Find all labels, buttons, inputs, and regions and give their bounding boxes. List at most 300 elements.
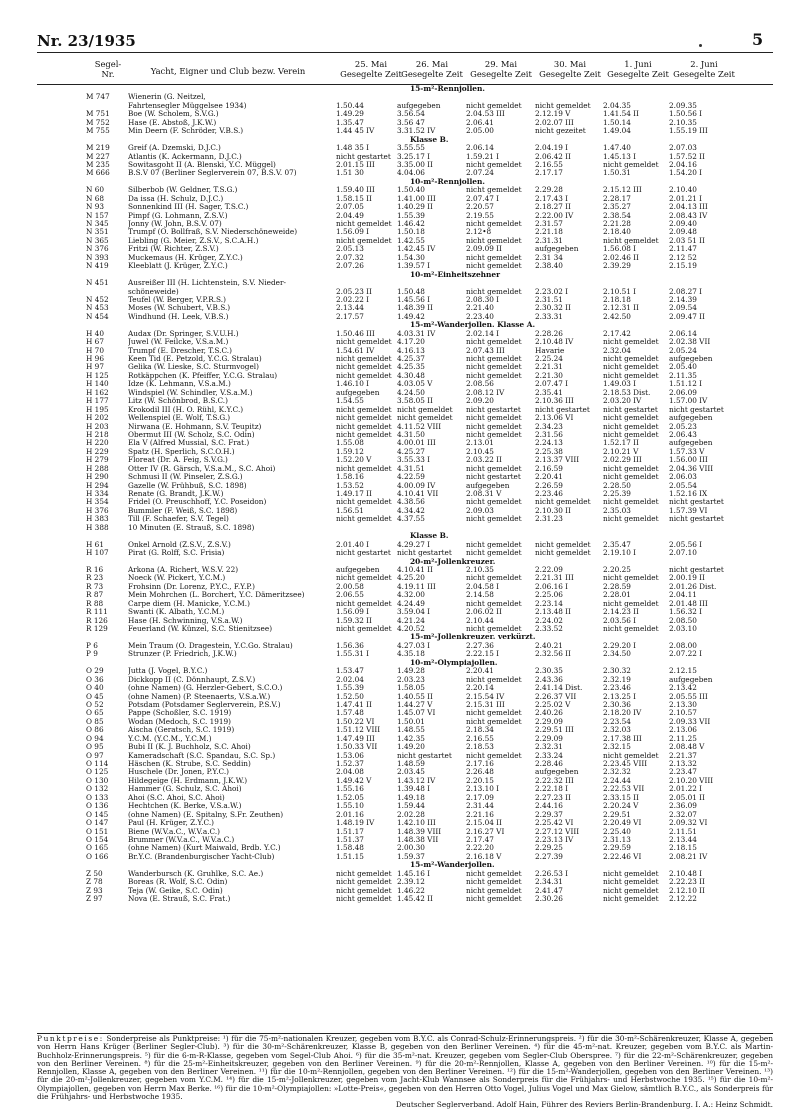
table-row [0, 549, 799, 557]
sailed-time: 2.02.14 I [466, 329, 500, 338]
sail-number: N 157 [86, 211, 109, 220]
sailed-time: 1.57.48 [336, 709, 364, 718]
sailed-time: 2.23.02 I [535, 287, 569, 296]
table-row [0, 752, 799, 760]
sailed-time: 2.12.22 [669, 895, 697, 903]
sail-number: H 97 [86, 363, 104, 372]
table-row [0, 473, 799, 481]
sailed-time: 2.24.02 [535, 616, 563, 625]
sailed-time: 2.04.11 [669, 591, 697, 600]
table-row [0, 498, 799, 506]
sailed-time: nicht gemeldet [466, 751, 522, 760]
sailed-time: 2.07.05 [336, 203, 364, 212]
sailed-time: 4.17.20 [397, 338, 425, 347]
yacht-owner-club: Potsdam (Potsdamer Seglerverein, P.S.V.) [128, 700, 281, 709]
table-row [0, 380, 799, 388]
sailed-time: 2.33.24 [535, 751, 563, 760]
sail-number: O 45 [86, 692, 104, 701]
sailed-time: 2.36.09 [669, 802, 697, 811]
table-row [0, 153, 799, 161]
sail-number: O 94 [86, 734, 104, 743]
yacht-owner-club: Boreas (R. Wolf, S.C. Odin) [128, 878, 228, 887]
sailed-time: 2.24.44 [603, 776, 631, 785]
sailed-time: 2.10.48 I [669, 869, 703, 878]
sailed-time: 1.59.37 [397, 852, 425, 861]
table-row [0, 262, 799, 270]
sailed-time: nicht gemeldet [603, 236, 659, 245]
sail-number: H 388 [86, 523, 109, 532]
sailed-time: 2.14.23 II [603, 608, 639, 617]
sailed-time: 2.16.27 VI [466, 827, 505, 836]
sailed-time: nicht gemeldet [466, 220, 522, 228]
sailed-time: 3.56.54 [397, 110, 425, 119]
sail-number: H 195 [86, 405, 109, 414]
sailed-time: 2.17.16 [466, 760, 494, 768]
sailed-time: nicht gemeldet [336, 363, 392, 372]
sailed-time: nicht gestartet [669, 565, 724, 574]
yacht-owner-club: (ohne Namen) (Kurt Maiwald, Brdb. Y.C.) [128, 844, 281, 853]
sailed-time: nicht gemeldet [466, 625, 522, 633]
table-row [0, 870, 799, 878]
sailed-time: 2.13.42 [669, 684, 697, 693]
table-row [0, 583, 799, 591]
sailed-time: 1.48.19 IV [336, 819, 375, 828]
sail-number: H 294 [86, 481, 109, 490]
sailed-time: 1.50.46 III [336, 329, 375, 338]
sail-number: R 126 [86, 616, 108, 625]
print-mark [699, 44, 702, 47]
sail-number: R 88 [86, 599, 104, 608]
sailed-time: 3.58.05 II [397, 397, 433, 406]
sailed-time: 2.06.43 [669, 430, 697, 439]
sailed-time: 2.05.01 II [669, 793, 705, 802]
table-row [0, 355, 799, 363]
sail-number: M 227 [86, 152, 110, 161]
sailed-time: 4.22.59 [397, 473, 425, 482]
sailed-time: 1.48.55 [397, 726, 425, 735]
sailed-time: 2.10.48 IV [535, 338, 574, 347]
sailed-time: 2.01.21 I [669, 194, 703, 203]
sailed-time: 2.31.31 [535, 236, 563, 245]
sail-number: H 288 [86, 464, 109, 473]
sailed-time: 2.25.39 [603, 490, 631, 498]
sailed-time: 2.22.15 I [466, 650, 500, 659]
table-row [0, 768, 799, 776]
table-row [0, 743, 799, 751]
sail-number: M 752 [86, 118, 110, 127]
column-header-date: 29. Mai [484, 59, 518, 69]
sailed-time: 1.48.39 VIII [397, 827, 442, 836]
sailed-time: 2.06.41 [466, 118, 494, 127]
sail-number: O 86 [86, 726, 104, 735]
sailed-time: nicht gemeldet [466, 895, 522, 903]
sailed-time: 2.21.40 [466, 304, 494, 313]
sailed-time: nicht gemeldet [603, 869, 659, 878]
sailed-time: 2.18.34 [466, 726, 494, 735]
sailed-time: nicht gemeldet [603, 886, 659, 895]
sailed-time: 2.29.25 [535, 844, 563, 853]
table-row [0, 566, 799, 574]
sailed-time: nicht gemeldet [603, 464, 659, 473]
sail-number: O 136 [86, 802, 109, 811]
sailed-time: 1.42.55 [397, 236, 425, 245]
sailed-time: 2.29.51 [603, 810, 631, 819]
sailed-time: 1.51.15 [336, 852, 364, 861]
sailed-time: 2.25.06 [535, 591, 563, 600]
sailed-time: 1.56.08 I [603, 245, 637, 254]
table-row [0, 895, 799, 903]
yacht-owner-club: Arkona (A. Richert, W.S.V. 22) [128, 565, 239, 574]
yacht-owner-club: Wodan (Medoch, S.C. 1919) [128, 717, 232, 726]
sailed-time: 4.24.49 [397, 599, 425, 608]
sailed-time: 2.03.20 IV [603, 397, 642, 406]
sailed-time: nicht gemeldet [397, 405, 453, 414]
sailed-time: 1.47.41 II [336, 700, 372, 709]
yacht-owner-club: schöneweide) [128, 287, 179, 296]
sailed-time: 2.23.46 [535, 490, 563, 498]
table-row [0, 608, 799, 616]
sailed-time: 2.04.35 [603, 101, 631, 110]
sailed-time: 2.01.15 III [336, 160, 375, 169]
table-row [0, 431, 799, 439]
sail-number: O 52 [86, 700, 104, 709]
sailed-time: 2.17.43 I [535, 194, 569, 203]
yacht-owner-club: Hildegeige (H. Erdmann, J.K.W.) [128, 776, 248, 785]
sailed-time: 2.32.32 [603, 768, 631, 777]
section-title: Klasse B. [410, 134, 449, 144]
sailed-time: 2.14.58 [466, 591, 494, 600]
column-header-yacht: Yacht, Eigner und Club bezw. Verein [150, 66, 306, 76]
sail-number: N 93 [86, 203, 104, 212]
table-row [0, 465, 799, 473]
sailed-time: 2.11.25 [669, 734, 697, 743]
sailed-time: nicht gemeldet [466, 574, 522, 583]
sailed-time: nicht gemeldet [466, 599, 522, 608]
sailed-time: 2.19.10 I [603, 549, 637, 558]
sail-number: O 132 [86, 785, 109, 794]
table-row [0, 574, 799, 582]
column-header-date: 26. Mai [415, 59, 449, 69]
sailed-time: 3.59.04 I [397, 608, 431, 617]
yacht-owner-club: Wienerin (G. Neitzel, [128, 93, 206, 102]
sailed-time: 2.31.51 [535, 295, 563, 304]
sailed-time: 1.55.39 [336, 684, 364, 693]
table-row [0, 161, 799, 169]
sailed-time: 2.16.59 [535, 464, 563, 473]
sailed-time: 1.55.16 [336, 785, 364, 794]
sailed-time: 2.05.56 I [669, 540, 703, 549]
yacht-owner-club: Nirwana (E. Hohmann, S.V. Teupitz) [128, 422, 262, 431]
yacht-owner-club: (ohne Namen) (G. Herzler-Gebert, S.C.O.) [128, 684, 283, 693]
sailed-time: 1.55.08 [336, 439, 364, 448]
sailed-time: 2.07.03 [669, 144, 697, 153]
yacht-owner-club: Swanti (K. Albath, Y.C.M.) [128, 608, 225, 617]
sailed-time: 1.59.21 I [466, 152, 500, 161]
sailed-time: nicht gestartet [397, 549, 452, 558]
yacht-owner-club: (ohne Namen) (P. Steenaerts, V.S.a.W.) [128, 692, 271, 701]
sail-number: M 755 [86, 127, 110, 136]
yacht-owner-club: Biene (W.V.a.C., W.V.a.C.) [128, 827, 221, 836]
sailed-time: 4.04.06 [397, 169, 425, 178]
sailed-time: nicht gemeldet [466, 186, 522, 195]
sailed-time: 4.25.20 [397, 574, 425, 583]
sail-number: H 334 [86, 490, 109, 498]
sailed-time: 2.03 51 II [669, 236, 705, 245]
yacht-owner-club: Häschen (K. Strube, S.C. Seddin) [128, 760, 251, 768]
sailed-time: 2.18.53 Dist. [603, 388, 651, 397]
sailed-time: nicht gemeldet [336, 574, 392, 583]
sailed-time: 2.17.09 [466, 793, 494, 802]
sailed-time: nicht gemeldet [336, 355, 392, 363]
sailed-time: 3.31.52 IV [397, 127, 436, 136]
sailed-time: 2.20.49 VI [603, 819, 642, 828]
table-row [0, 186, 799, 194]
sailed-time: 2.13.10 I [466, 785, 500, 794]
sail-number: R 16 [86, 565, 104, 574]
table-row [0, 811, 799, 819]
sailed-time: 1.43.12 IV [397, 776, 436, 785]
sail-number: O 85 [86, 717, 104, 726]
table-row [0, 785, 799, 793]
sailed-time: aufgegeben [336, 388, 380, 397]
sailed-time: 2.20.15 [466, 776, 494, 785]
sailed-time: 1.48 35 I [336, 144, 370, 153]
sail-number: H 107 [86, 549, 109, 558]
sailed-time: 2.04.36 VIII [669, 464, 714, 473]
table-row [0, 642, 799, 650]
sailed-time: 2.27.39 [535, 852, 563, 861]
sailed-time: 2.13.44 [336, 304, 364, 313]
issue-number: Nr. 23/1935 [37, 32, 136, 50]
table-row [0, 490, 799, 498]
sailed-time: 2.03.10 [669, 625, 697, 633]
table-row [0, 456, 799, 464]
sail-number: H 202 [86, 414, 109, 423]
sailed-time: 1.45.42 II [397, 895, 433, 903]
yacht-owner-club: Dickkopp II (C. Dönnhaupt, Z.S.V.) [128, 675, 256, 684]
sailed-time: nicht gemeldet [336, 236, 392, 245]
table-row [0, 667, 799, 675]
sail-number: H 376 [86, 506, 109, 515]
sailed-time: 1.55.39 [397, 211, 425, 220]
yacht-owner-club: Fahrtensegler Müggelsee 1934) [128, 101, 247, 110]
yacht-owner-club: Hammer (G. Schulz, S.C. Ahoi) [128, 785, 242, 794]
table-row [0, 338, 799, 346]
sailed-time: 1.55.10 [336, 802, 364, 811]
sailed-time: 2.29.09 [535, 717, 563, 726]
sailed-time: nicht gezeitet [535, 127, 586, 136]
sailed-time: 2.17.57 [336, 312, 364, 321]
sailed-time: 1.48.59 [397, 760, 425, 768]
yacht-owner-club: Kameradschaft (S.C. Spandau, S.C. Sp.) [128, 751, 276, 760]
section-title: 15-m²-Jollenkreuzer. verkürzt. [410, 632, 536, 642]
sailed-time: 2.16.55 [466, 734, 494, 743]
sailed-time: 2.29.59 [603, 844, 631, 853]
sailed-time: nicht gemeldet [466, 101, 522, 110]
sailed-time: 2.07.10 [669, 549, 697, 558]
sailed-time: 1.49.18 [397, 793, 425, 802]
table-row [0, 684, 799, 692]
sailed-time: 2.05.23 [669, 422, 697, 431]
sailed-time: 2.06.14 [466, 144, 494, 153]
sailed-time: nicht gemeldet [466, 709, 522, 718]
sailed-time: 2.09.40 [669, 220, 697, 228]
sailed-time: 1.58.16 [336, 473, 364, 482]
table-row [0, 676, 799, 684]
sailed-time: 2.05.23 II [336, 287, 372, 296]
sailed-time: 4.00.01 III [397, 439, 436, 448]
sail-number: Z 50 [86, 869, 103, 878]
sailed-time: 2.05.00 [466, 127, 494, 136]
sailed-time: nicht gemeldet [336, 422, 392, 431]
sailed-time: nicht gemeldet [603, 371, 659, 380]
column-header-label: Gesegelte Zeit [673, 68, 735, 79]
yacht-owner-club: Otter IV (R. Gärsch, V.S.a.M., S.C. Ahoi) [128, 464, 276, 473]
sailed-time: 4.03.31 IV [397, 329, 436, 338]
sailed-time: 3.35.00 II [397, 160, 433, 169]
table-row [0, 448, 799, 456]
sailed-time: 2.22.53 VII [603, 785, 645, 794]
sailed-time: 2.35.03 [603, 506, 631, 515]
yacht-owner-club: Floreat (Dr. A. Feig, S.V.G.) [128, 456, 228, 465]
sailed-time: 2.30.26 [535, 895, 563, 903]
sail-number: N 393 [86, 253, 109, 262]
table-row [0, 203, 799, 211]
sailed-time: nicht gemeldet [336, 414, 392, 423]
table-row [0, 212, 799, 220]
sailed-time: 2.33.31 [535, 312, 563, 321]
sailed-time: nicht gemeldet [603, 422, 659, 431]
sailed-time: 1.49.42 [397, 312, 425, 321]
sail-number: R 111 [86, 608, 108, 617]
sailed-time: nicht gemeldet [535, 540, 591, 549]
sailed-time: 2.04.19 I [535, 144, 569, 153]
sailed-time: 2.09.09 II [466, 245, 502, 254]
sailed-time: 2.29.09 [535, 734, 563, 743]
sailed-time: 2.28.01 [603, 591, 631, 600]
sailed-time: 2.13.06 VI [535, 414, 574, 423]
sailed-time: 2.10.57 [669, 709, 697, 718]
sailed-time: 2.08.12 IV [466, 388, 505, 397]
sailed-time: 2.28.26 [535, 329, 563, 338]
sailed-time: nicht gemeldet [466, 287, 522, 296]
yacht-owner-club: Fridel (O. Preuschhoff, Y.C. Poseidon) [128, 498, 267, 507]
sail-number: O 40 [86, 684, 104, 693]
table-row [0, 726, 799, 734]
sailed-time: 2.35.27 [603, 203, 631, 212]
sailed-time: 1.54.20 I [669, 169, 703, 178]
sailed-time: 2.04.58 I [466, 582, 500, 591]
sailed-time: 1.50.01 [397, 717, 425, 726]
sailed-time: 2.27.36 [466, 641, 494, 650]
sailed-time: nicht gemeldet [603, 751, 659, 760]
yacht-owner-club: Hase (H. Schwinning, V.S.a.W.) [128, 616, 243, 625]
sailed-time: 2.29.51 III [535, 726, 574, 735]
sailed-time: 2.31 34 [535, 253, 563, 262]
sailed-time: 2.43.36 [535, 675, 563, 684]
sailed-time: 2.10.40 [669, 186, 697, 195]
sailed-time: 2.10.36 III [535, 397, 574, 406]
sail-number: N 452 [86, 295, 109, 304]
sailed-time: 2.21.28 [603, 220, 631, 228]
sail-number: R 87 [86, 591, 104, 600]
sailed-time: 2.22.00 IV [535, 211, 574, 220]
sailed-time: 1.40.29 II [397, 203, 433, 212]
sailed-time: 2.17.38 III [603, 734, 642, 743]
sail-number: O 165 [86, 844, 109, 853]
sailed-time: nicht gemeldet [336, 869, 392, 878]
sailed-time: 2.09.03 [466, 506, 494, 515]
sailed-time: 2.09.35 [669, 101, 697, 110]
sailed-time: 2.07.24 [466, 169, 494, 178]
sailed-time: 2.02.38 VII [669, 338, 711, 347]
sailed-time: 1.50.56 I [669, 110, 703, 119]
yacht-owner-club: Paul (H. Krüger, Z.Y.C.) [128, 819, 215, 828]
sailed-time: 2.30.32 II [535, 304, 571, 313]
sailed-time: 2.41.47 [535, 886, 563, 895]
sailed-time: 1.49.28 [397, 667, 425, 676]
yacht-owner-club: Teja (W. Geike, S.C. Odin) [128, 886, 223, 895]
yacht-owner-club: Audax (Dr. Springer, S.V.U.H.) [128, 329, 239, 338]
sailed-time: 1.42.45 IV [397, 245, 436, 254]
sailed-time: 1.50.44 [336, 101, 364, 110]
sailed-time: 2.20.57 [466, 203, 494, 212]
sailed-time: 2.04.53 III [466, 110, 505, 119]
sailed-time: 2.10.35 [669, 118, 697, 127]
section-title: 15-m²-Wanderjollen. Klasse A. [410, 320, 536, 330]
section-heading [0, 136, 799, 144]
column-header-day [603, 60, 673, 79]
yacht-owner-club: Feuerland (W. Künzel, S.C. Stienitzsee) [128, 625, 273, 633]
yacht-owner-club: Onkel Arnold (Z.S.V., Z.S.V.) [128, 540, 231, 549]
table-row [0, 617, 799, 625]
sailed-time: 2.35.41 [535, 388, 563, 397]
sailed-time: 2.23.14 [535, 599, 563, 608]
sailed-time: aufgegeben [336, 565, 380, 574]
sailed-time: 2.17.17 [535, 169, 563, 178]
footnote-text: Sonderpreise als Punktpreise: ¹) für die 75-m²-nationalen Kreuzer, gegeben vom B.Y.C. als Conrad-Schulz-Erinnerungspreis. ²) für die 30-m²-Schärenkreuzer, Klasse A, gegeben von Herrn Hans Krüger (Berliner Segler-Club). ³) für die 30-m²-Schärenkreuzer, Klasse B, gegeben von den Berliner Vereinen. ⁴) für die 45-m²-nat. Kreuzer, gegeben vom B.Y.C. als Martin-Buchholz-Erinnerungspreis. ⁵) für die 6-m-R-Klasse, gegeben vom Segel-Club Ahoi. ⁶) für die 35-m²-nat. Kreuzer, gegeben vom Segler-Club Oberspree. ⁷) für die 22-m²-Schärenkreuzer, gegeben von den Berliner Vereinen. ⁸) für die 25-m²-Einheitskreuzer, gegeben von den Berliner Vereinen. ⁹) für die 20-m²-Rennjollen, Klasse A, gegeben von den Berliner Vereinen. ¹⁰) für die 15-m²-Rennjollen, Klasse A, gegeben von den Berliner Vereinen. ¹¹) für die 10-m²-Rennjollen, gegeben von den Berliner Vereinen. ¹²) für die 15-m²-Wanderjollen, gegeben von den Berliner Vereinen. ¹³) für die 20-m²-Jollenkreuzer, gegeben vom Y.C.M. ¹⁴) für die 15-m²-Jollenkreuzer, gegeben vom Jacht-Klub Wannsee als Sonderpreis für die Frühjahrs- und Herbstwoche 1935. ¹⁵) für die 10-m²-Olympiajollen, gegeben von Herrn Max Berke. ¹⁶) für die 10-m²-Olympiajollen: »Lotte-Preis«, gegeben von den Herren Otto Vogel, Julius Vogel und Max Gielow, sämtlich B.Y.C., als Sonderpreis für die Frühjahrs- und Herbstwoche 1935. [37, 1034, 773, 1102]
table-row [0, 718, 799, 726]
column-header-label: Gesegelte Zeit [539, 68, 601, 79]
sailed-time: 1.59.44 [397, 802, 425, 811]
sailed-time: 2.12.31 II [603, 304, 639, 313]
sailed-time: 2.13.06 [669, 726, 697, 735]
sailed-time: 2.10.30 II [535, 506, 571, 515]
sailed-time: 2.31.23 [535, 515, 563, 524]
sailed-time: 2.21.18 [535, 228, 563, 237]
column-header-segel-nr: Segel-Nr. [94, 59, 122, 79]
sailed-time: nicht gemeldet [466, 869, 522, 878]
sailed-time: nicht gemeldet [466, 540, 522, 549]
sailed-time: 2.29.20 I [603, 641, 637, 650]
sailed-time: nicht gemeldet [336, 625, 392, 633]
yacht-owner-club: Fritzi (W. Richter, Z.S.V.) [128, 245, 219, 254]
sailed-time: 4.32.00 [397, 591, 425, 600]
table-row [0, 709, 799, 717]
sail-number: R 73 [86, 582, 104, 591]
sailed-time: 1.59.40 III [336, 186, 375, 195]
sailed-time: nicht gestartet [669, 405, 724, 414]
sail-number: N 60 [86, 186, 104, 195]
section-title: 15-m²-Rennjollen. [410, 84, 485, 93]
column-header-day [535, 60, 605, 79]
sailed-time: 1.56.32 I [669, 608, 703, 617]
yacht-owner-club: Da issa (H. Schulz, D.J.C.) [128, 194, 224, 203]
yacht-owner-club: Huschele (Dr. Jonen, P.Y.C.) [128, 768, 230, 777]
column-header-day [669, 60, 739, 79]
sailed-time: 1.39.48 I [397, 785, 431, 794]
sail-number: O 114 [86, 760, 109, 768]
